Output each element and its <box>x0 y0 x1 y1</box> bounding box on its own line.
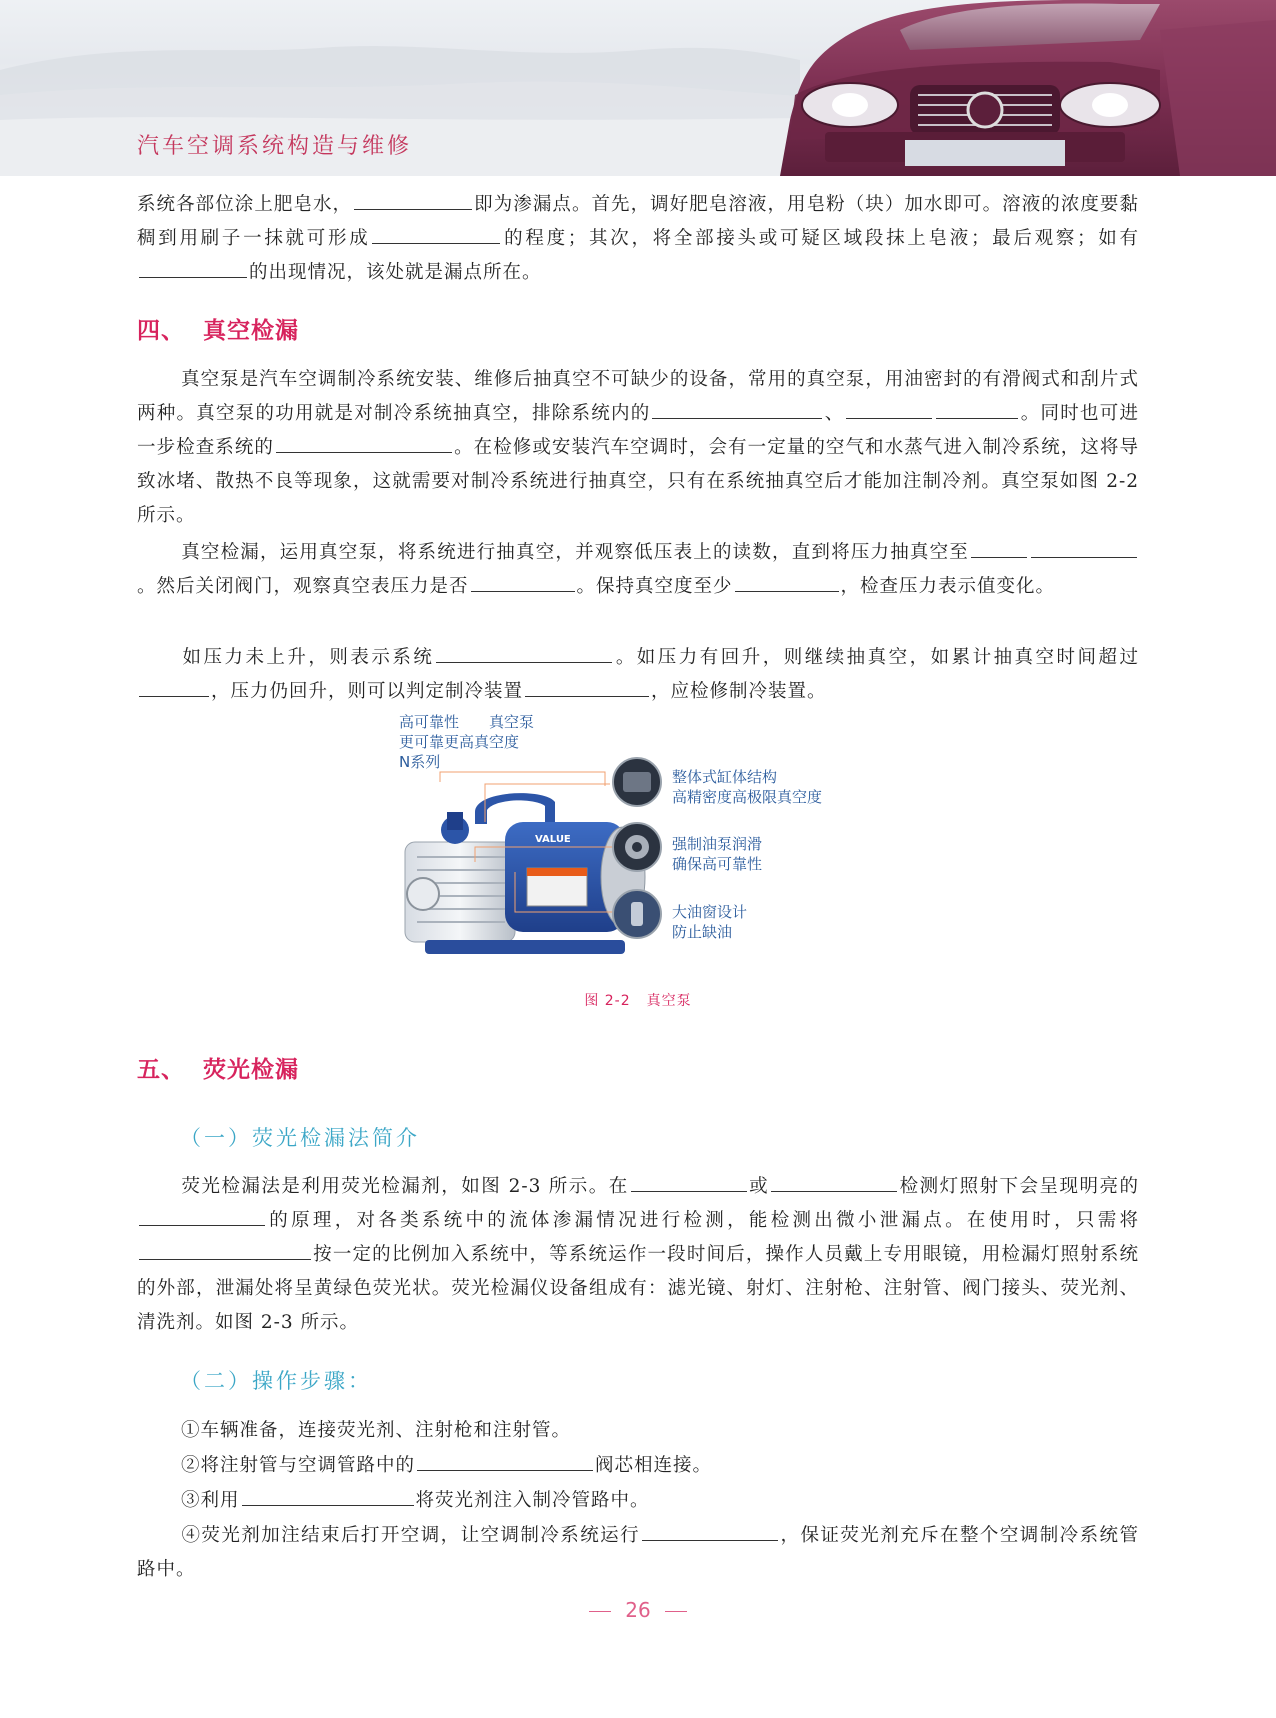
feature-3-label <box>672 902 747 942</box>
fill-blank[interactable] <box>735 571 839 592</box>
text-span: 系统各部位涂上肥皂水， <box>137 194 353 215</box>
step-3 <box>137 1484 1139 1518</box>
figure-caption <box>0 990 1276 1010</box>
text-span: 荧光检漏法是利用荧光检漏剂，如图 2-3 所示。在 <box>181 1176 629 1197</box>
fill-blank[interactable] <box>631 1171 747 1192</box>
subheading-intro: （一）荧光检漏法简介 <box>180 1126 420 1150</box>
step-1 <box>137 1414 1139 1448</box>
page-dash-left <box>589 1611 611 1612</box>
section-heading-fluorescent <box>137 1051 299 1084</box>
note-line: 高可靠性 真空泵 <box>399 713 535 731</box>
text-span: 检测灯照射下会呈现明亮的 <box>899 1176 1139 1197</box>
text-span: 。同时也可进一步检查系统的 <box>137 403 1139 458</box>
fill-blank[interactable] <box>436 642 612 663</box>
fill-blank[interactable] <box>139 1205 265 1226</box>
fill-blank[interactable] <box>652 398 822 419</box>
fill-blank[interactable] <box>242 1485 414 1506</box>
feature-line: 高精密度高极限真空度 <box>672 788 823 806</box>
text-span: 或 <box>748 1176 770 1197</box>
feature-line: 确保高可靠性 <box>672 855 763 873</box>
note-line: 更可靠更高真空度 <box>399 733 520 751</box>
fill-blank[interactable] <box>771 1171 897 1192</box>
text-span: 真空检漏，运用真空泵，将系统进行抽真空，并观察低压表上的读数，直到将压力抽真空至 <box>181 542 969 563</box>
vacuum-pump-figure <box>395 712 915 1012</box>
fill-blank[interactable] <box>642 1520 778 1541</box>
fill-blank[interactable] <box>417 1450 593 1471</box>
text-span: 即为渗漏点。首先，调好肥皂溶液，用皂粉（块）加水即可。溶液的浓度要黏稠到用刷子一抹就可形成 <box>137 194 1139 249</box>
fill-blank[interactable] <box>525 676 649 697</box>
fill-blank[interactable] <box>1031 537 1137 558</box>
text-span: 、 <box>824 403 845 424</box>
feature-line: 整体式缸体结构 <box>672 768 778 786</box>
text-span: 阀芯相连接。 <box>595 1455 713 1476</box>
fill-blank[interactable] <box>139 1239 311 1260</box>
text-span: 。如压力有回升，则继续抽真空，如累计抽真空时间超过 <box>614 647 1139 668</box>
text-span: 。然后关闭阀门，观察真空表压力是否 <box>137 576 469 597</box>
text-span: 的原理，对各类系统中的流体渗漏情况进行检测，能检测出微小泄漏点。在使用时，只需将 <box>267 1210 1139 1231</box>
car-photo <box>780 0 1276 176</box>
subheading-steps: （二）操作步骤： <box>180 1369 372 1393</box>
fill-blank[interactable] <box>471 571 575 592</box>
page-number <box>0 1598 1276 1622</box>
text-span: 的程度；其次，将全部接头或可疑区域段抹上皂液；最后观察；如有 <box>502 228 1139 249</box>
feature-1-label <box>672 767 822 807</box>
text-span: 真空泵是汽车空调制冷系统安装、维修后抽真空不可缺少的设备，常用的真空泵，用油密封的有滑阀式和刮片式两种。真空泵的功用就是对制冷系统抽真空，排除系统内的 <box>137 369 1139 424</box>
header-banner <box>0 0 1276 176</box>
section-number: 四、 <box>137 318 185 344</box>
step-2 <box>137 1449 1139 1483</box>
text-span: 按一定的比例加入系统中，等系统运作一段时间后，操作人员戴上专用眼镜，用检漏灯照射系统的外部，泄漏处将呈黄绿色荧光状。荧光检漏仪设备组成有：滤光镜、射灯、注射枪、注射管、阀门接头、荧光剂、清洗剂。如图 2-3 所示。 <box>137 1244 1139 1333</box>
feature-line: 强制油泵润滑 <box>672 835 763 853</box>
text-span: ，压力仍回升，则可以判定制冷装置 <box>211 681 524 702</box>
paragraph-fluorescent-method <box>137 1170 1139 1340</box>
book-title: 汽车空调系统构造与维修 <box>137 134 413 159</box>
text-span: 。在检修或安装汽车空调时，会有一定量的空气和水蒸气进入制冷系统，这将导致冰堵、散热不良等现象，这就需要对制冷系统进行抽真空，只有在系统抽真空后才能加注制冷剂。真空泵如图 2-2 所示。 <box>137 437 1139 526</box>
step-4 <box>137 1519 1139 1587</box>
fill-blank[interactable] <box>936 398 1018 419</box>
page-number-value: 26 <box>625 1598 651 1622</box>
text-span: 将荧光剂注入制冷管路中。 <box>415 1490 650 1511</box>
paragraph-soap-test <box>137 188 1139 290</box>
text-span: ①车辆准备，连接荧光剂、注射枪和注射管。 <box>181 1420 572 1441</box>
caption-number: 图 2-2 <box>584 993 631 1009</box>
text-span: 如压力未上升，则表示系统 <box>181 647 435 668</box>
paragraph-pressure-result <box>137 641 1139 709</box>
text-span: ③利用 <box>181 1490 240 1511</box>
section-title: 荧光检漏 <box>203 1057 299 1083</box>
section-title: 真空检漏 <box>203 318 299 344</box>
fill-blank[interactable] <box>372 223 500 244</box>
text-span: ②将注射管与空调管路中的 <box>181 1455 416 1476</box>
feature-line: 大油窗设计 <box>672 903 748 921</box>
callout-lines <box>395 712 915 1012</box>
paragraph-vacuum-pump <box>137 363 1139 533</box>
text-span: ④荧光剂加注结束后打开空调，让空调制冷系统运行 <box>181 1525 641 1546</box>
fill-blank[interactable] <box>276 432 452 453</box>
section-number: 五、 <box>137 1057 185 1083</box>
fill-blank[interactable] <box>846 398 932 419</box>
page-dash-right <box>665 1611 687 1612</box>
brand-label: VALUE <box>535 834 571 845</box>
text-span: 。保持真空度至少 <box>576 576 733 597</box>
text-span: ，应检修制冷装置。 <box>651 681 827 702</box>
fill-blank[interactable] <box>139 257 247 278</box>
section-heading-vacuum <box>137 312 299 345</box>
fill-blank[interactable] <box>139 676 209 697</box>
text-span: 的出现情况，该处就是漏点所在。 <box>249 262 542 283</box>
paragraph-vacuum-leak-test <box>137 536 1139 604</box>
text-span: ，保证荧光剂充斥在整个空调制冷系统管路中。 <box>137 1525 1139 1580</box>
note-line: N系列 <box>399 753 441 771</box>
fill-blank[interactable] <box>354 189 472 210</box>
text-span: ，检查压力表示值变化。 <box>840 576 1056 597</box>
feature-2-label <box>672 834 762 874</box>
feature-line: 防止缺油 <box>672 923 733 941</box>
fill-blank[interactable] <box>971 537 1027 558</box>
caption-text: 真空泵 <box>646 993 692 1009</box>
